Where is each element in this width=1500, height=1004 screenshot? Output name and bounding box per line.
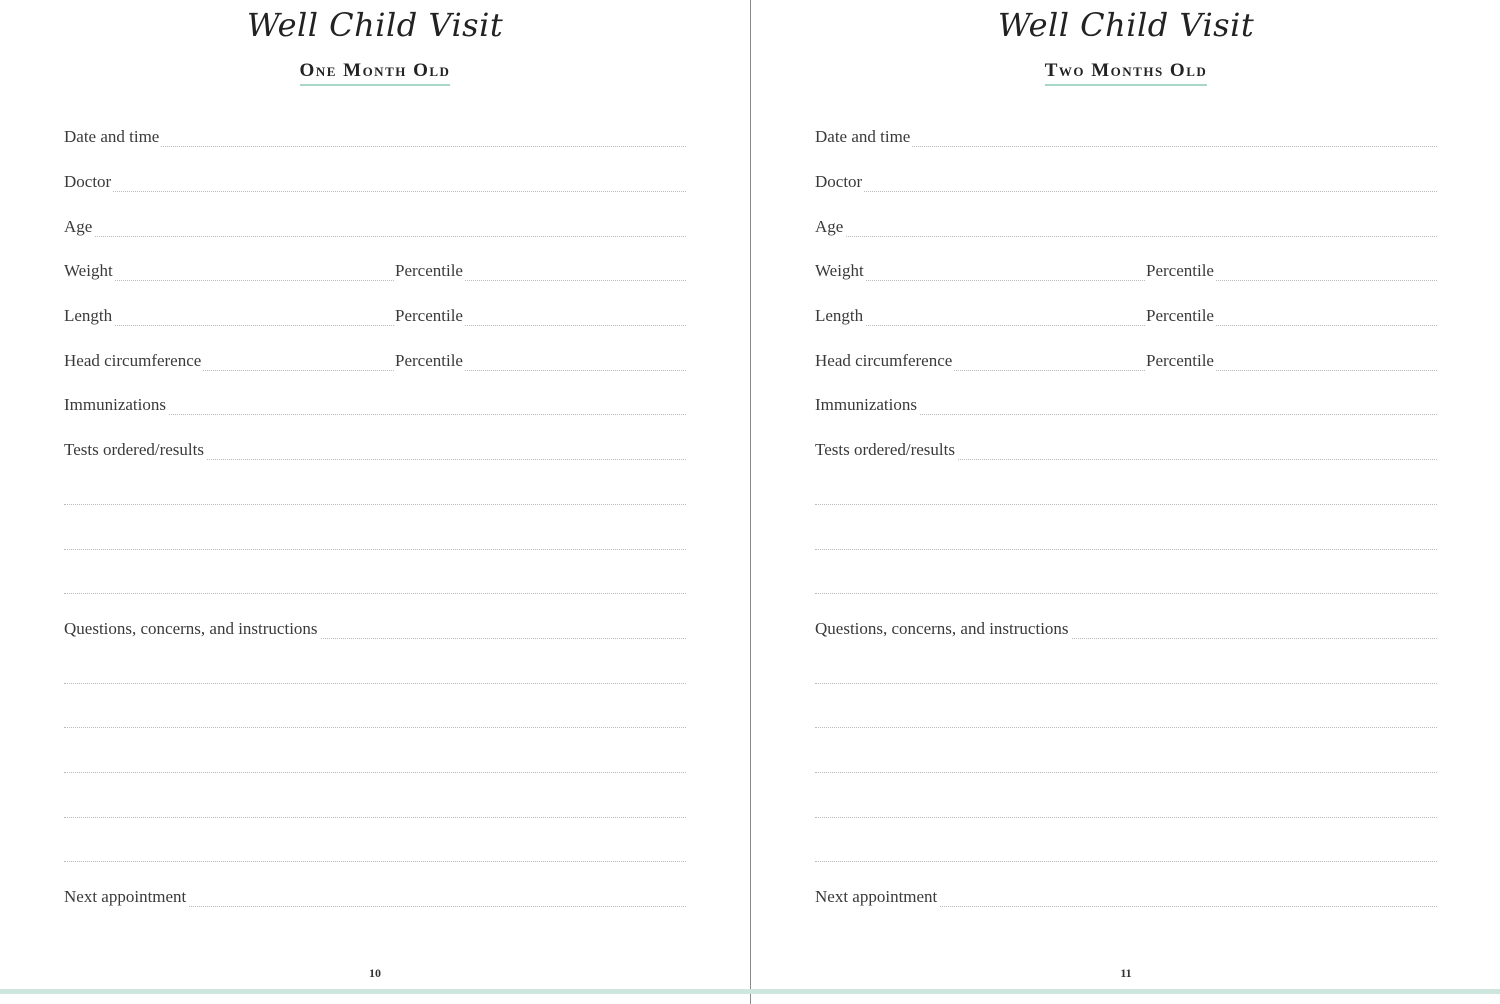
date-time-label: Date and time — [815, 127, 911, 146]
age-label: Age — [64, 217, 93, 236]
questions-label: Questions, concerns, and instructions — [64, 619, 318, 638]
head-circumference-line[interactable] — [64, 351, 686, 371]
questions-blank-line[interactable] — [64, 711, 686, 728]
immunizations-label: Immunizations — [64, 395, 166, 414]
weight-line[interactable] — [64, 261, 686, 281]
head-percentile-label: Percentile — [1146, 351, 1214, 370]
questions-blank-line[interactable] — [64, 801, 686, 818]
length-label: Length — [815, 306, 864, 325]
questions-blank-line[interactable] — [815, 667, 1437, 684]
doctor-line[interactable] — [815, 172, 1437, 192]
weight-label: Weight — [815, 261, 864, 280]
head-circumference-line[interactable] — [815, 351, 1437, 371]
tests-blank-line[interactable] — [64, 488, 686, 505]
tests-blank-line[interactable] — [815, 488, 1437, 505]
tests-blank-line[interactable] — [815, 533, 1437, 550]
tests-label: Tests ordered/results — [815, 440, 955, 459]
length-percentile-label: Percentile — [1146, 306, 1214, 325]
questions-line[interactable] — [815, 619, 1437, 639]
date-time-label: Date and time — [64, 127, 160, 146]
page-subtitle: One Month Old — [300, 60, 451, 86]
next-appointment-line[interactable] — [815, 887, 1437, 907]
length-line[interactable] — [815, 306, 1437, 326]
questions-blank-line[interactable] — [815, 756, 1437, 773]
next-appointment-line[interactable] — [64, 887, 686, 907]
questions-blank-line[interactable] — [64, 667, 686, 684]
doctor-label: Doctor — [64, 172, 112, 191]
page-number: 11 — [1120, 966, 1132, 980]
tests-blank-line[interactable] — [64, 577, 686, 594]
immunizations-line[interactable] — [64, 395, 686, 415]
page-number: 10 — [369, 966, 381, 980]
questions-blank-line[interactable] — [64, 756, 686, 773]
questions-blank-line[interactable] — [815, 711, 1437, 728]
tests-line[interactable] — [815, 440, 1437, 460]
doctor-line[interactable] — [64, 172, 686, 192]
length-line[interactable] — [64, 306, 686, 326]
immunizations-line[interactable] — [815, 395, 1437, 415]
next-appointment-label: Next appointment — [815, 887, 938, 906]
date-time-line[interactable] — [64, 127, 686, 147]
immunizations-label: Immunizations — [815, 395, 917, 414]
head-circumference-label: Head circumference — [64, 351, 202, 370]
tests-blank-line[interactable] — [64, 533, 686, 550]
subtitle-wrap — [0, 60, 750, 86]
questions-line[interactable] — [64, 619, 686, 639]
doctor-label: Doctor — [815, 172, 863, 191]
tests-blank-line[interactable] — [815, 577, 1437, 594]
weight-percentile-label: Percentile — [395, 261, 463, 280]
next-appointment-label: Next appointment — [64, 887, 187, 906]
weight-label: Weight — [64, 261, 113, 280]
age-line[interactable] — [815, 217, 1437, 237]
page-title: Well Child Visit — [246, 6, 504, 44]
head-percentile-label: Percentile — [395, 351, 463, 370]
page-subtitle: Two Months Old — [1045, 60, 1208, 86]
age-label: Age — [815, 217, 844, 236]
bottom-accent-band — [0, 989, 1500, 994]
length-percentile-label: Percentile — [395, 306, 463, 325]
length-label: Length — [64, 306, 113, 325]
questions-blank-line[interactable] — [815, 801, 1437, 818]
head-circumference-label: Head circumference — [815, 351, 953, 370]
date-time-line[interactable] — [815, 127, 1437, 147]
weight-line[interactable] — [815, 261, 1437, 281]
questions-blank-line[interactable] — [815, 845, 1437, 862]
right-page — [751, 0, 1500, 1004]
tests-label: Tests ordered/results — [64, 440, 204, 459]
page-title: Well Child Visit — [997, 6, 1255, 44]
subtitle-wrap — [751, 60, 1500, 86]
weight-percentile-label: Percentile — [1146, 261, 1214, 280]
questions-blank-line[interactable] — [64, 845, 686, 862]
age-line[interactable] — [64, 217, 686, 237]
questions-label: Questions, concerns, and instructions — [815, 619, 1069, 638]
tests-line[interactable] — [64, 440, 686, 460]
